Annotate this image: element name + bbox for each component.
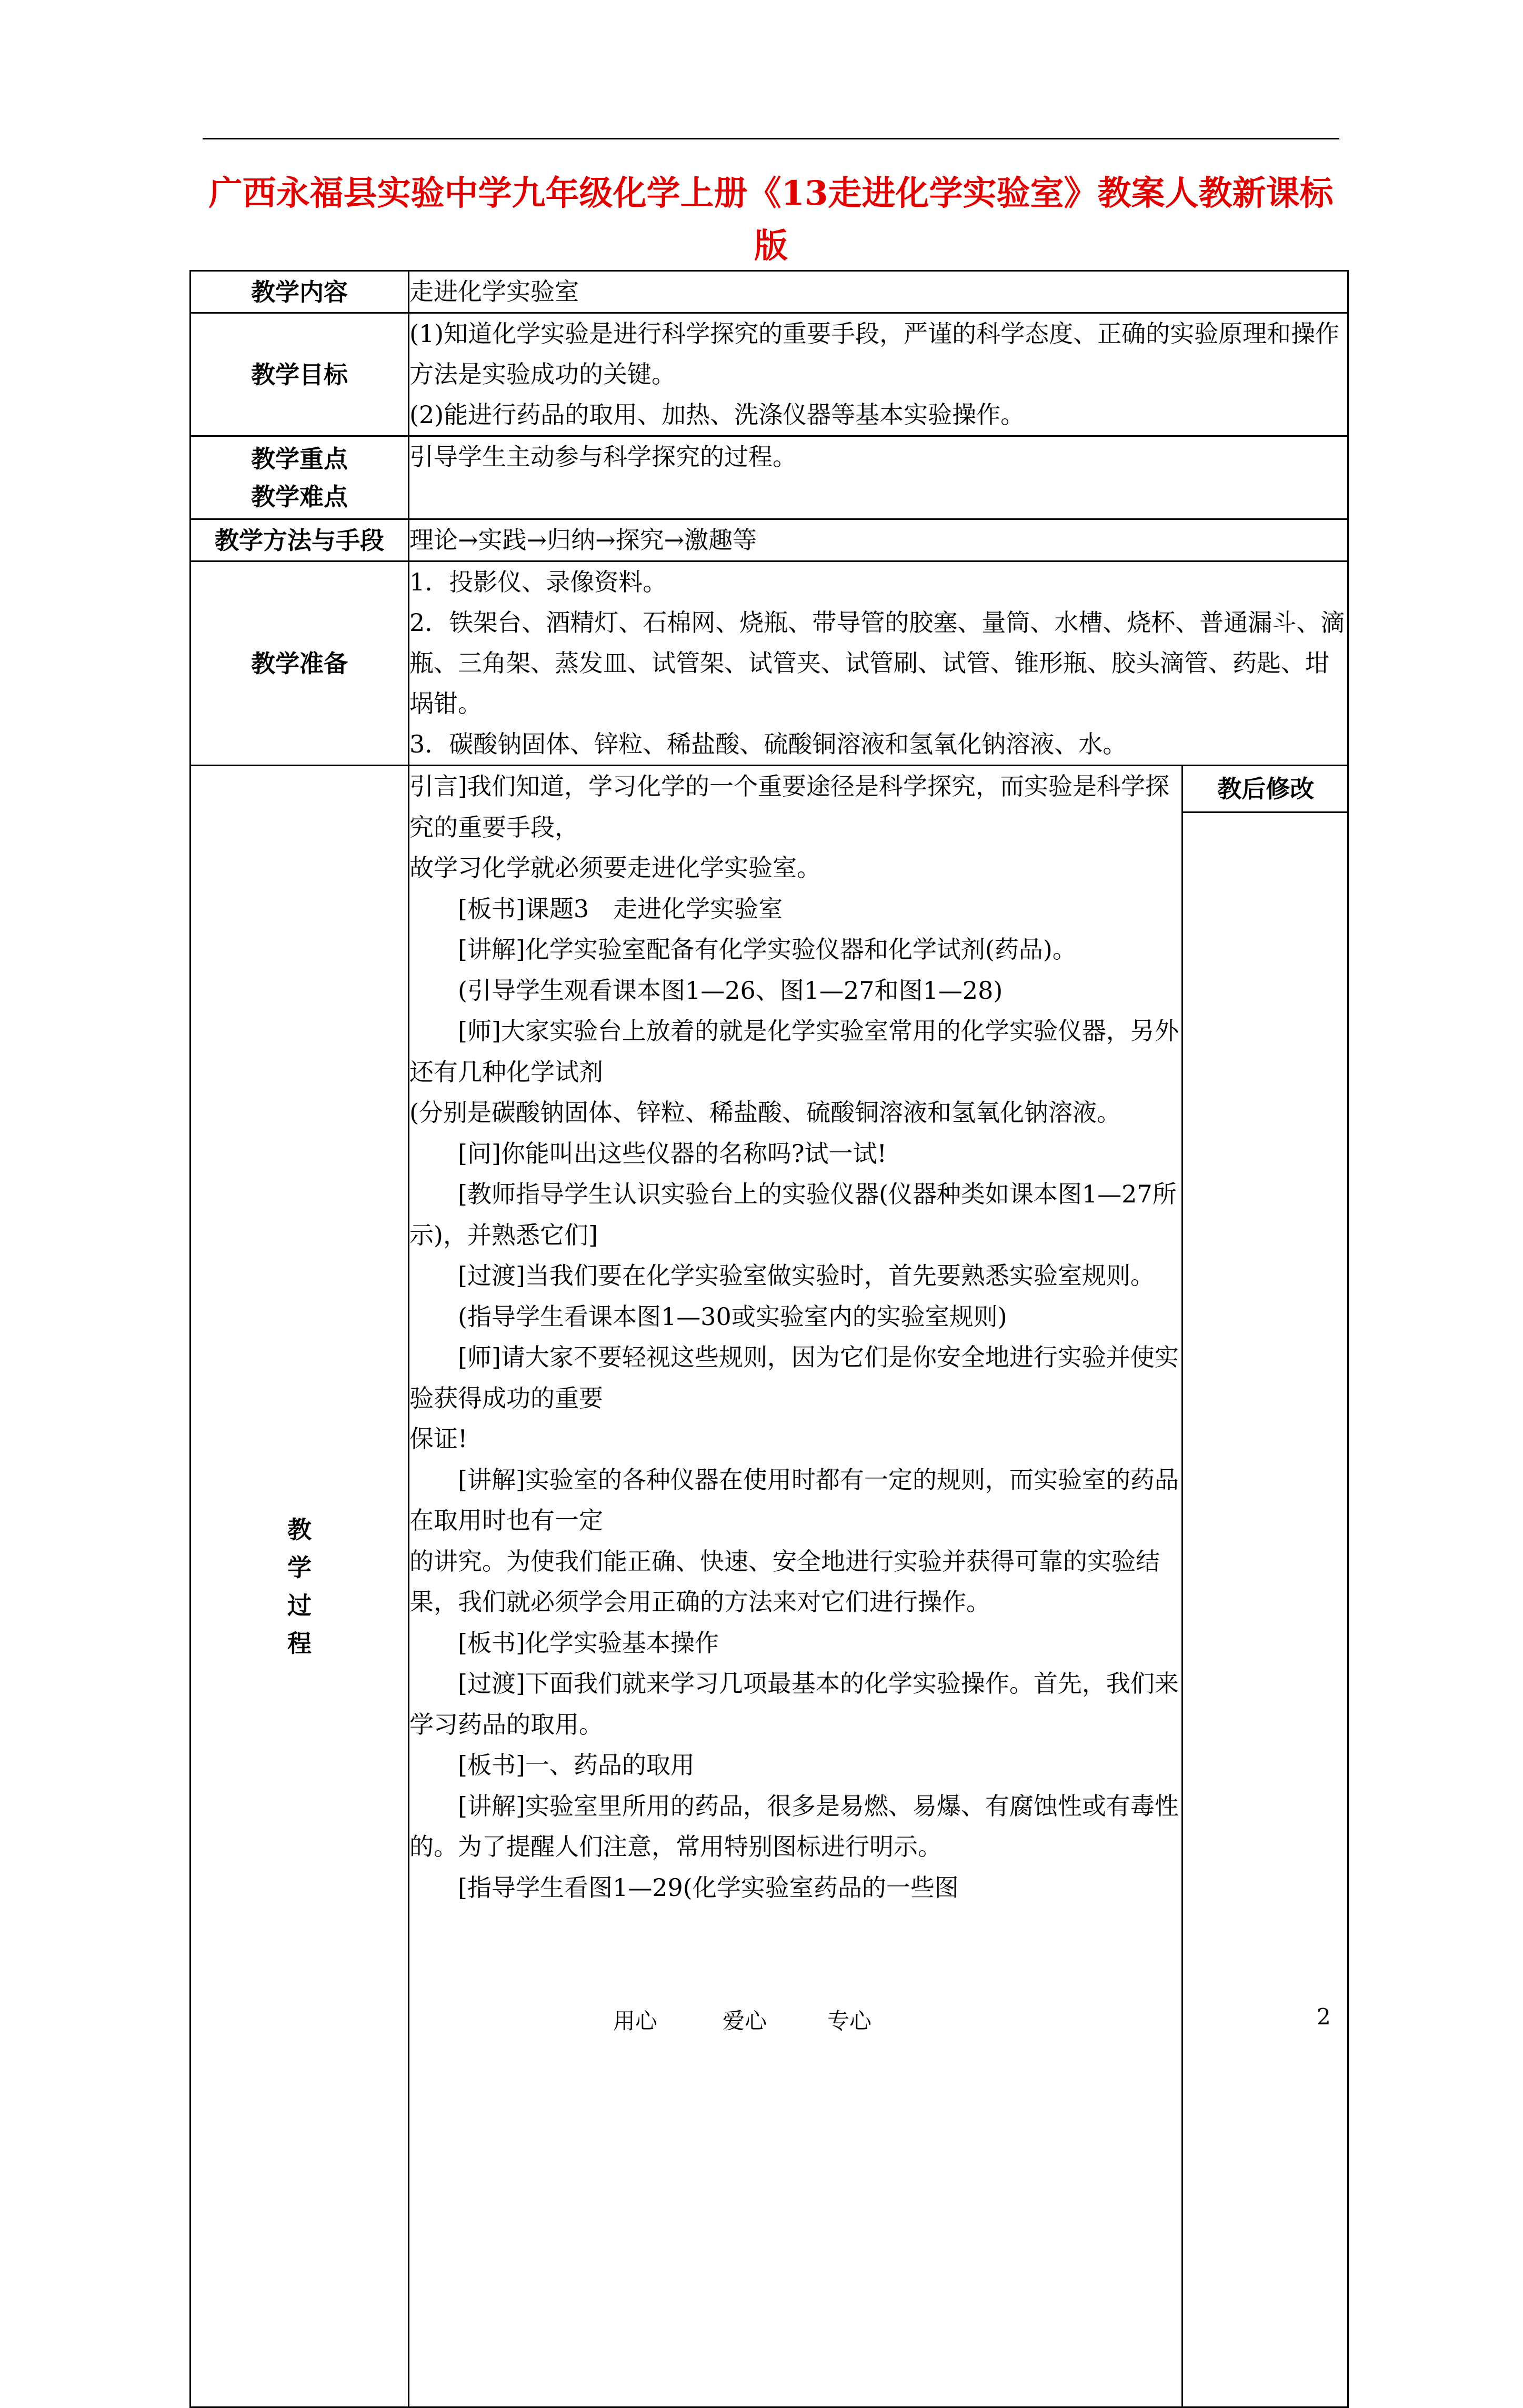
- footer-motto: 爱心: [723, 2008, 767, 2034]
- paragraph: (引导学生观看课本图1—26、图1—27和图1—28): [458, 976, 1003, 1005]
- paragraph: 的讲究。为使我们能正确、快速、安全地进行实验并获得可靠的实验结果，我们就必须学会用正确的方法来对它们进行操作。: [409, 1547, 1160, 1616]
- row-method: [191, 519, 1348, 561]
- label-method: 教学方法与手段: [191, 519, 409, 561]
- value-content: 走进化学实验室: [409, 271, 1348, 313]
- paragraph: [板书]一、药品的取用: [458, 1751, 695, 1779]
- lesson-plan-table: [189, 270, 1349, 2408]
- label-difficulty: 教学难点: [251, 482, 348, 511]
- row-content: [191, 271, 1348, 313]
- paragraph: [过渡]当我们要在化学实验室做实验时，首先要熟悉实验室规则。: [458, 1261, 1155, 1290]
- revision-column: [1182, 766, 1349, 2406]
- footer-motto: 专心: [827, 2008, 872, 2034]
- row-goals: [191, 313, 1348, 436]
- paragraph: [师]请大家不要轻视这些规则，因为它们是你安全地进行实验并使实验获得成功的重要: [409, 1343, 1179, 1412]
- paragraph: [师]大家实验台上放着的就是化学实验室常用的化学实验仪器，另外还有几种化学试剂: [409, 1017, 1179, 1086]
- paragraph: (指导学生看课本图1—30或实验室内的实验室规则): [458, 1302, 1007, 1331]
- header-rule: [203, 138, 1339, 139]
- value-key-points: 引导学生主动参与科学探究的过程。: [409, 436, 1348, 519]
- process-inner-table: [409, 766, 1349, 2406]
- prep-line: 1．投影仪、录像资料。: [409, 568, 667, 596]
- label-content: 教学内容: [191, 271, 409, 313]
- paragraph: (分别是碳酸钠固体、锌粒、稀盐酸、硫酸铜溶液和氢氧化钠溶液。: [409, 1098, 1121, 1127]
- label-preparation: 教学准备: [191, 561, 409, 766]
- row-preparation: [191, 561, 1348, 766]
- label-key-points: [191, 436, 409, 519]
- paragraph: 引言]我们知道，学习化学的一个重要途径是科学探究，而实验是科学探究的重要手段，: [409, 772, 1169, 841]
- document-title: 广西永福县实验中学九年级化学上册《13走进化学实验室》教案人教新课标版: [208, 174, 1334, 266]
- paragraph: [讲解]实验室里所用的药品，很多是易燃、易爆、有腐蚀性或有毒性的。为了提醒人们注意，常用特别图标进行明示。: [409, 1791, 1179, 1861]
- paragraph: 故学习化学就必须要走进化学实验室。: [409, 854, 821, 882]
- page-number: 2: [1317, 2004, 1331, 2030]
- paragraph: [板书]课题3 走进化学实验室: [458, 894, 783, 923]
- paragraph: [讲解]化学实验室配备有化学实验仪器和化学试剂(药品)。: [458, 935, 1077, 964]
- paragraph: [板书]化学实验基本操作: [458, 1628, 719, 1657]
- revision-header: 教后修改: [1183, 766, 1349, 813]
- label-process: 教 学 过 程: [191, 766, 409, 2407]
- paragraph: [讲解]实验室的各种仪器在使用时都有一定的规则，而实验室的药品在取用时也有一定: [409, 1465, 1179, 1534]
- value-preparation: [409, 561, 1348, 766]
- prep-line: 2．铁架台、酒精灯、石棉网、烧瓶、带导管的胶塞、量筒、水槽、烧杯、普通漏斗、滴瓶、三角架、蒸发皿、试管架、试管夹、试管刷、试管、锥形瓶、胶头滴管、药匙、坩埚钳。: [409, 608, 1345, 718]
- process-cell: [409, 766, 1348, 2407]
- paragraph: 保证!: [409, 1424, 468, 1453]
- paragraph: [问]你能叫出这些仪器的名称吗?试一试!: [458, 1139, 887, 1168]
- value-method: 理论→实践→归纳→探究→激趣等: [409, 519, 1348, 561]
- prep-line: 3．碳酸钠固体、锌粒、稀盐酸、硫酸铜溶液和氢氧化钠溶液、水。: [409, 730, 1127, 758]
- footer-motto: 用心: [613, 2008, 658, 2034]
- label-goals: 教学目标: [191, 313, 409, 436]
- paragraph: [指导学生看图1—29(化学实验室药品的一些图: [458, 1873, 959, 1902]
- label-key: 教学重点: [251, 444, 348, 473]
- process-text: [409, 766, 1182, 2406]
- row-key-points: [191, 436, 1348, 519]
- goal-line: (2)能进行药品的取用、加热、洗涤仪器等基本实验操作。: [409, 400, 1025, 429]
- paragraph: [过渡]下面我们就来学习几项最基本的化学实验操作。首先，我们来学习药品的取用。: [409, 1669, 1179, 1739]
- paragraph: [教师指导学生认识实验台上的实验仪器(仪器种类如课本图1—27所示)，并熟悉它们]: [409, 1180, 1177, 1249]
- value-goals: [409, 313, 1348, 436]
- goal-line: (1)知道化学实验是进行科学探究的重要手段，严谨的科学态度、正确的实验原理和操作方法是实验成功的关键。: [409, 319, 1340, 388]
- row-process: [191, 766, 1348, 2407]
